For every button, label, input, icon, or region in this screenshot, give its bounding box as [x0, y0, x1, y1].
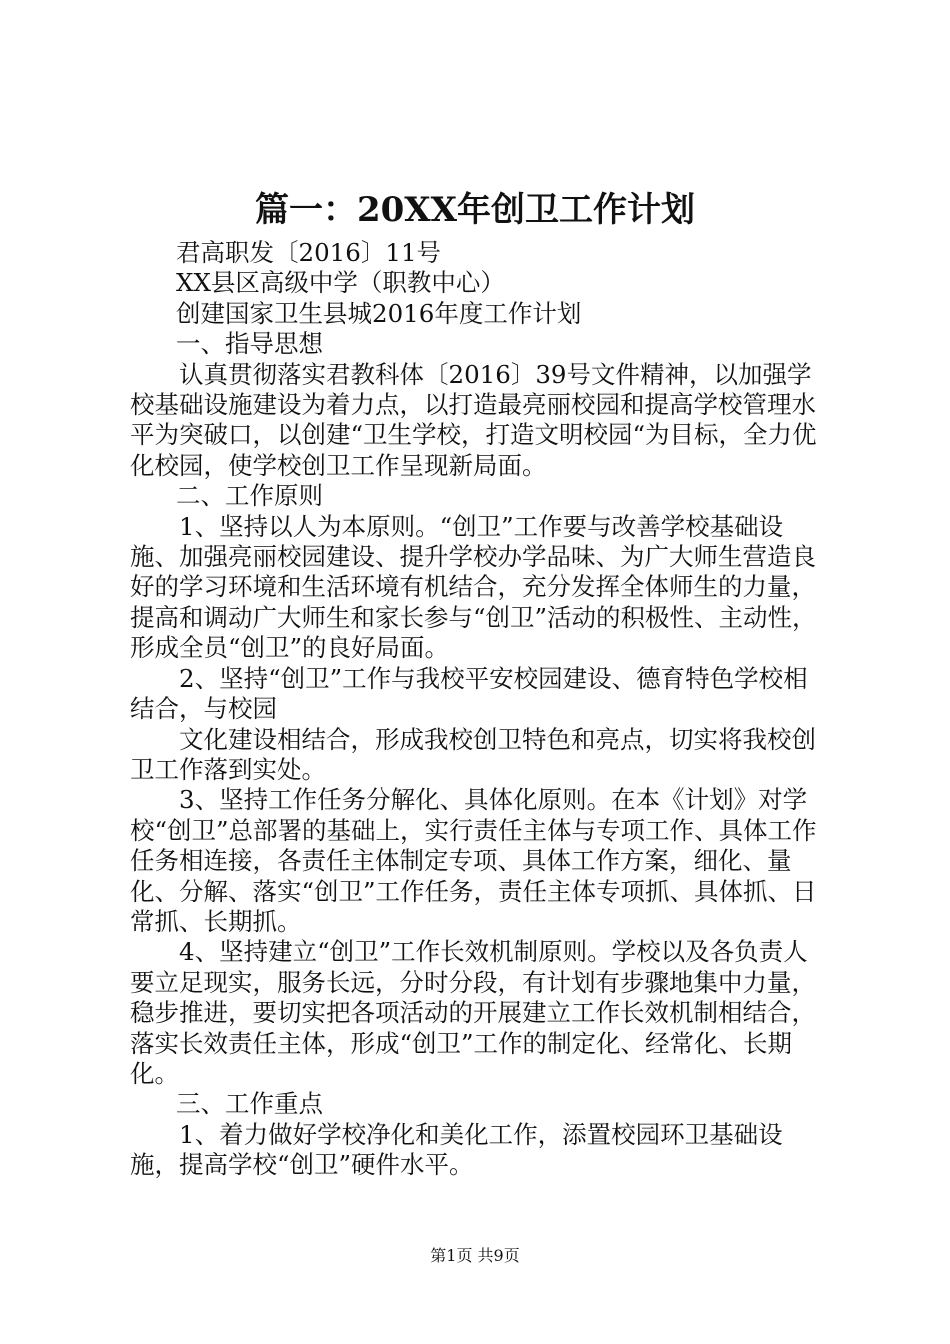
- paragraph: 2、坚持“创卫”工作与我校平安校园建设、德育特色学校相结合，与校园: [130, 663, 808, 724]
- paragraph: 1、坚持以人为本原则。“创卫”工作要与改善学校基础设施、加强亮丽校园建设、提升学校办学品味、为广大师生营造良好的学习环境和生活环境有机结合，充分发挥全体师生的力量，提高和调动广大师生和家长参与“创卫”活动的积极性、主动性，形成全员“创卫”的良好局面。: [130, 511, 817, 663]
- paragraph: 三、工作重点: [176, 1089, 323, 1119]
- paragraph: 认真贯彻落实君教科体〔2016〕39号文件精神，以加强学校基础设施建设为着力点，以打造最亮丽校园和提高学校管理水平为突破口，以创建“卫生学校，打造文明校园“为目标，全力优化校园，使学校创卫工作呈现新局面。: [130, 359, 817, 480]
- paragraph: XX县区高级中学（职教中心）: [176, 268, 505, 298]
- page-footer: 第1页 共9页: [430, 1246, 520, 1265]
- document-body: [130, 238, 830, 1181]
- document-title: 篇一：20XX年创卫工作计划: [254, 190, 696, 230]
- paragraph: 君高职发〔2016〕11号: [176, 238, 442, 267]
- paragraph: 一、指导思想: [176, 329, 323, 359]
- paragraph: 3、坚持工作任务分解化、具体化原则。在本《计划》对学校“创卫”总部署的基础上，实行责任主体与专项工作、具体工作任务相连接，各责任主体制定专项、具体工作方案，细化、量化、分解、落实“创卫”工作任务，责任主体专项抓、具体抓、日常抓、长期抓。: [130, 785, 817, 936]
- paragraph: 文化建设相结合，形成我校创卫特色和亮点，切实将我校创卫工作落到实处。: [130, 724, 816, 784]
- paragraph: 1、着力做好学校净化和美化工作，添置校园环卫基础设施，提高学校“创卫”硬件水平。: [130, 1119, 783, 1180]
- paragraph: 二、工作原则: [176, 481, 323, 511]
- paragraph: 创建国家卫生县城2016年度工作计划: [176, 298, 582, 328]
- paragraph: 4、坚持建立“创卫”工作长效机制原则。学校以及各负责人要立足现实，服务长远，分时分段，有计划有步骤地集中力量，稳步推进，要切实把各项活动的开展建立工作长效机制相结合，落实长效责任主体，形成“创卫”工作的制定化、经常化、长期化。: [130, 937, 816, 1088]
